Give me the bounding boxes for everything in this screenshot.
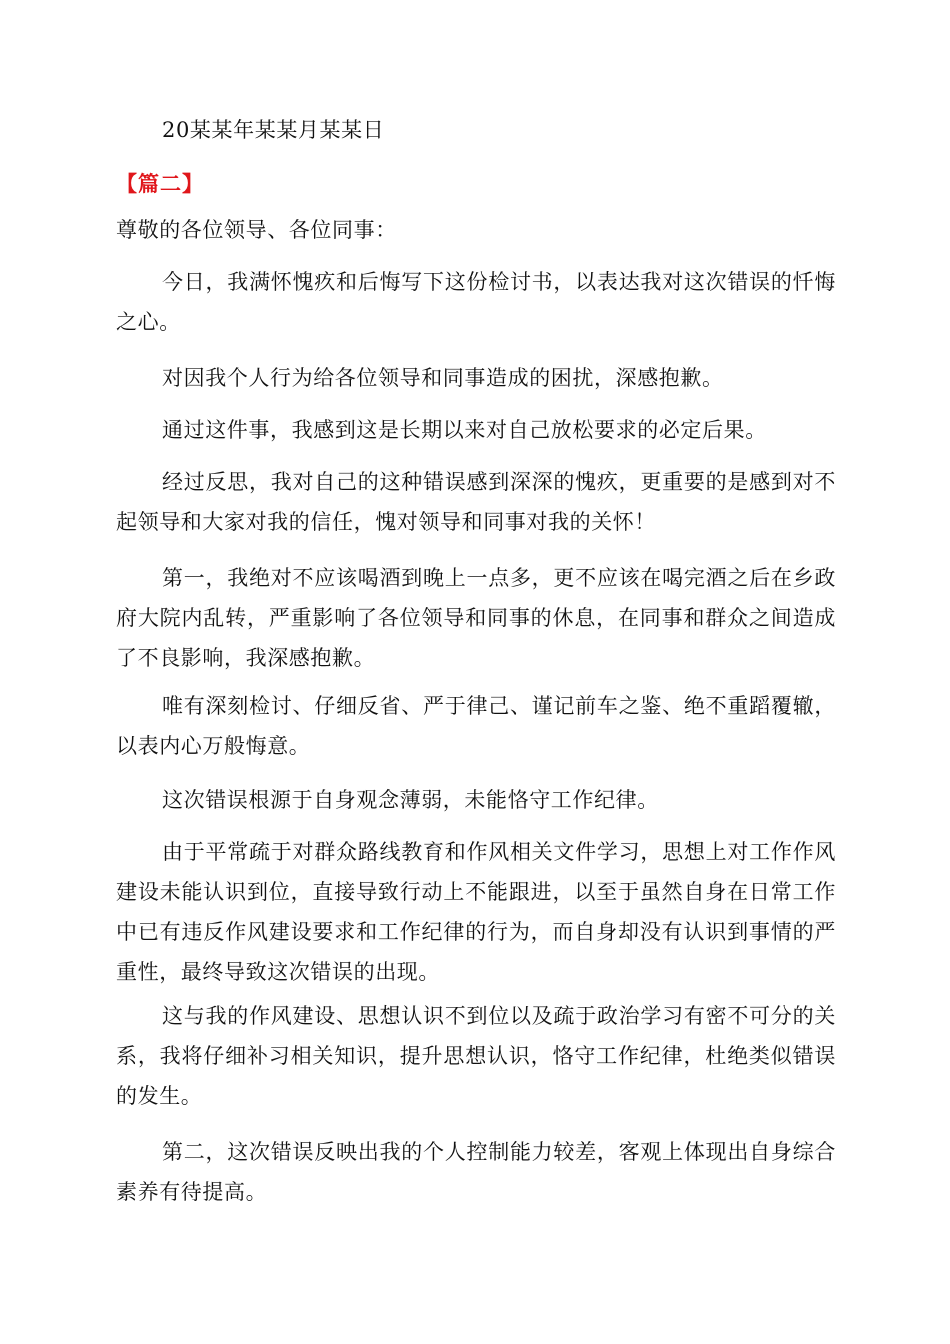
date-line: 20某某年某某月某某日 bbox=[162, 118, 385, 142]
paragraph: 这次错误根源于自身观念薄弱，未能恪守工作纪律。 bbox=[162, 788, 659, 812]
paragraph: 由于平常疏于对群众路线教育和作风相关文件学习，思想上对工作作风建设未能认识到位，直接导致行动上不能跟进，以至于虽然自身在日常工作中已有违反作风建设要求和工作纪律的行为，而自身却没有认识到事情的严重性，最终导致这次错误的出现。 bbox=[116, 840, 836, 984]
paragraph: 经过反思，我对自己的这种错误感到深深的愧疚，更重要的是感到对不起领导和大家对我的信任，愧对领导和同事对我的关怀！ bbox=[116, 470, 836, 534]
paragraph: 第一，我绝对不应该喝酒到晚上一点多，更不应该在喝完酒之后在乡政府大院内乱转，严重影响了各位领导和同事的休息，在同事和群众之间造成了不良影响，我深感抱歉。 bbox=[116, 566, 836, 670]
paragraph: 唯有深刻检讨、仔细反省、严于律己、谨记前车之鉴、绝不重蹈覆辙，以表内心万般悔意。 bbox=[116, 694, 836, 758]
paragraph: 对因我个人行为给各位领导和同事造成的困扰，深感抱歉。 bbox=[162, 366, 724, 390]
paragraph: 今日，我满怀愧疚和后悔写下这份检讨书，以表达我对这次错误的忏悔之心。 bbox=[116, 270, 836, 334]
salutation: 尊敬的各位领导、各位同事： bbox=[116, 218, 397, 242]
paragraph: 第二，这次错误反映出我的个人控制能力较差，客观上体现出自身综合素养有待提高。 bbox=[116, 1140, 836, 1204]
section-heading: 【篇二】 bbox=[116, 171, 204, 196]
paragraph: 通过这件事，我感到这是长期以来对自己放松要求的必定后果。 bbox=[162, 418, 767, 442]
paragraph: 这与我的作风建设、思想认识不到位以及疏于政治学习有密不可分的关系，我将仔细补习相关知识，提升思想认识，恪守工作纪律，杜绝类似错误的发生。 bbox=[116, 1004, 836, 1108]
